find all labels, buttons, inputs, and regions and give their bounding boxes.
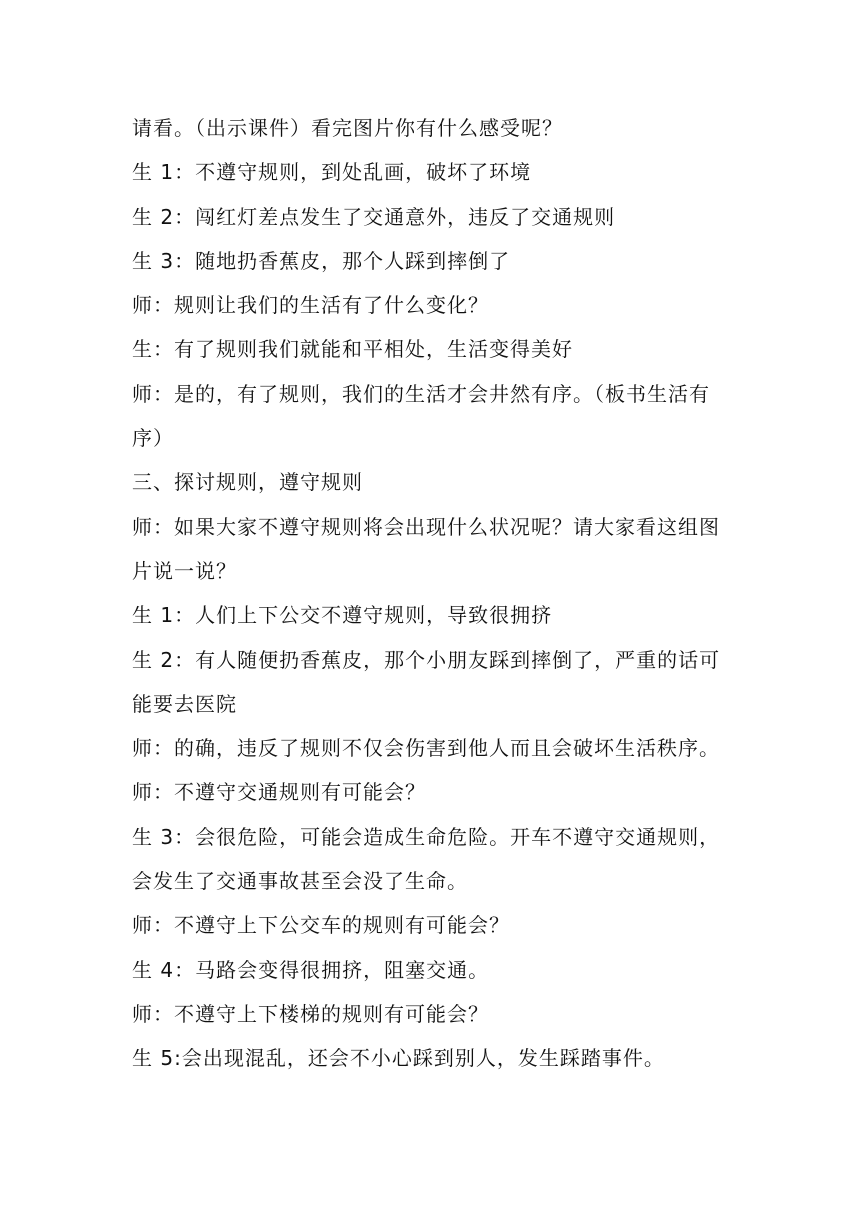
text-line: 生 3：会很危险，可能会造成生命危险。开车不遵守交通规则， bbox=[132, 824, 721, 849]
text-line: 生 2：闯红灯差点发生了交通意外，违反了交通规则 bbox=[132, 204, 616, 229]
text-line: 生 1：人们上下公交不遵守规则，导致很拥挤 bbox=[132, 603, 553, 628]
text-line: 能要去医院 bbox=[132, 691, 237, 716]
text-line: 生 1：不遵守规则，到处乱画，破坏了环境 bbox=[132, 160, 532, 185]
text-line: 生 3：随地扔香蕉皮，那个人踩到摔倒了 bbox=[132, 248, 511, 273]
text-line: 师：的确，违反了规则不仅会伤害到他人而且会破坏生活秩序。 bbox=[132, 736, 720, 761]
text-line: 序） bbox=[132, 426, 174, 451]
text-line: 生 4：马路会变得很拥挤，阻塞交通。 bbox=[132, 957, 490, 982]
text-line: 师：如果大家不遵守规则将会出现什么状况呢？请大家看这组图 bbox=[132, 514, 720, 539]
text-line: 生 2：有人随便扔香蕉皮，那个小朋友踩到摔倒了，严重的话可 bbox=[132, 647, 721, 672]
text-line: 师：不遵守上下公交车的规则有可能会？ bbox=[132, 913, 510, 938]
text-line: 生：有了规则我们就能和平相处，生活变得美好 bbox=[132, 337, 573, 362]
document-body bbox=[132, 110, 732, 1085]
text-line: 生 5:会出现混乱，还会不小心踩到别人，发生踩踏事件。 bbox=[132, 1046, 665, 1071]
text-line: 师：规则让我们的生活有了什么变化？ bbox=[132, 293, 489, 318]
text-line: 师：是的，有了规则，我们的生活才会井然有序。（板书生活有 bbox=[132, 381, 710, 406]
text-line: 师：不遵守交通规则有可能会？ bbox=[132, 780, 426, 805]
text-line: 会发生了交通事故甚至会没了生命。 bbox=[132, 869, 468, 894]
text-line: 片说一说？ bbox=[132, 558, 237, 583]
section-heading: 三、探讨规则，遵守规则 bbox=[132, 470, 363, 495]
text-line: 请看。（出示课件）看完图片你有什么感受呢？ bbox=[132, 116, 563, 140]
text-line: 师：不遵守上下楼梯的规则有可能会？ bbox=[132, 1001, 489, 1026]
